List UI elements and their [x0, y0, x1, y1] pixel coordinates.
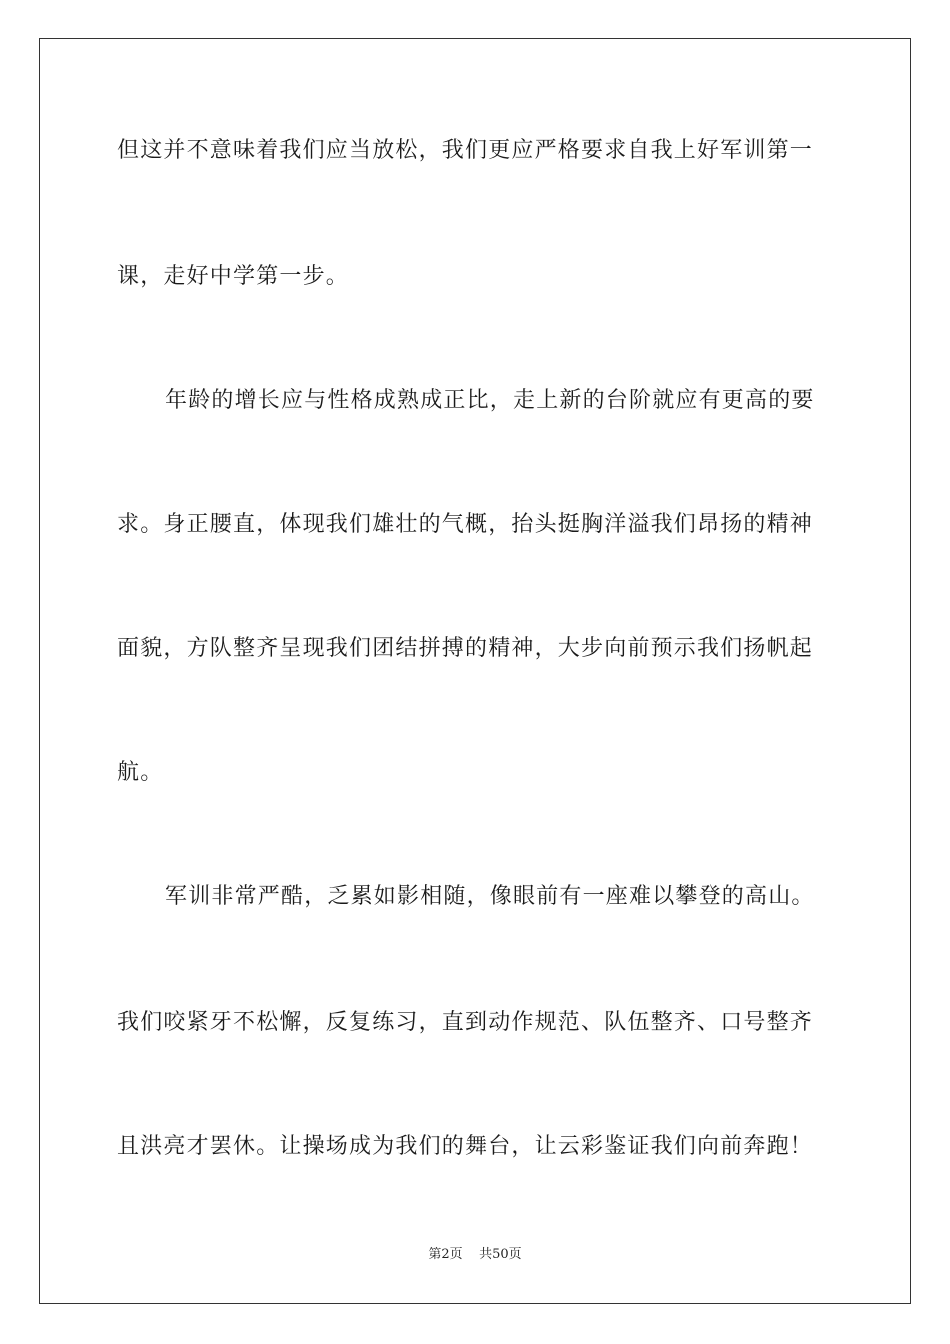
paragraph-line-2: 课，走好中学第一步。 [117, 264, 350, 289]
page-footer [0, 1246, 950, 1264]
paragraph-line-5: 面貌，方队整齐呈现我们团结拼搏的精神，大步向前预示我们扬帆起 [117, 636, 814, 661]
paragraph-line-1: 但这并不意味着我们应当放松，我们更应严格要求自我上好军训第一 [117, 138, 814, 163]
page-number: 第2页 [428, 1247, 463, 1262]
paragraph-line-7: 军训非常严酷，乏累如影相随，像眼前有一座难以攀登的高山。 [165, 884, 815, 909]
paragraph-line-8: 我们咬紧牙不松懈，反复练习，直到动作规范、队伍整齐、口号整齐 [117, 1010, 814, 1035]
paragraph-line-3: 年龄的增长应与性格成熟成正比，走上新的台阶就应有更高的要 [165, 388, 815, 413]
paragraph-line-6: 航。 [117, 760, 164, 785]
paragraph-line-4: 求。身正腰直，体现我们雄壮的气概，抬头挺胸洋溢我们昂扬的精神 [117, 512, 814, 537]
page-frame [39, 38, 911, 1304]
page-total: 共50页 [479, 1247, 522, 1262]
paragraph-line-9: 且洪亮才罢休。让操场成为我们的舞台，让云彩鉴证我们向前奔跑！ [117, 1134, 814, 1159]
